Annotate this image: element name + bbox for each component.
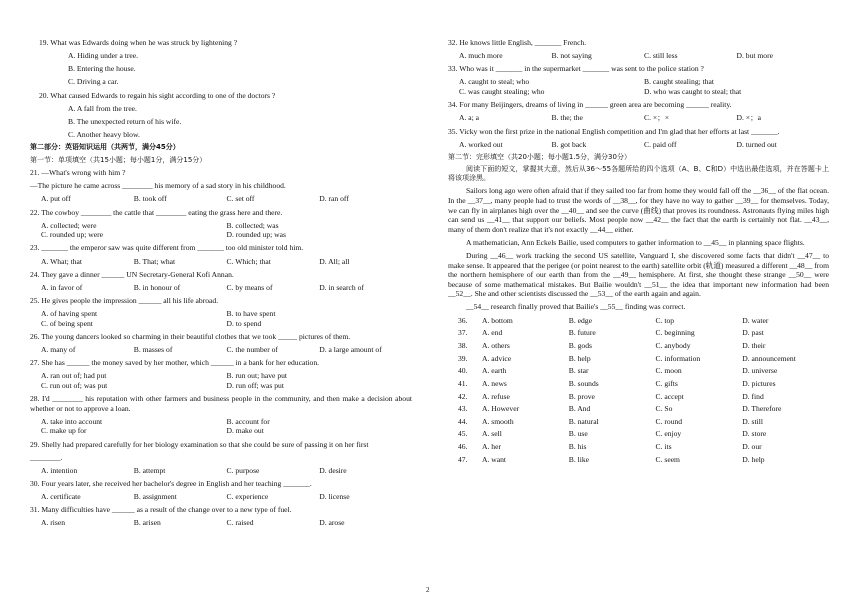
cloze-option: C. gifts [655, 378, 678, 388]
option: B. run out; have put [226, 371, 288, 381]
option-group [30, 466, 412, 476]
option-group [448, 113, 829, 123]
option: A. of having spent [41, 309, 98, 319]
cloze-option: A. her [482, 442, 501, 452]
section-2-instruction: 阅读下面的短文，掌握其大意，然后从36～55各题所给的四个选项（A、B、C和D）中选出最佳选项，并在答题卡上将该项涂黑。 [448, 165, 829, 183]
option: B. assignment [133, 492, 177, 502]
cloze-option: B. sounds [568, 378, 599, 388]
option: D. ran off [319, 194, 349, 204]
cloze-option: B. And [568, 404, 591, 414]
option: A. ran out of; had put [41, 371, 107, 381]
question [30, 208, 412, 240]
option-group [30, 221, 412, 240]
option: D. arose [319, 518, 345, 528]
cloze-option: C. seem [655, 454, 680, 464]
cloze-option: C. top [655, 315, 675, 325]
cloze-option: B. edge [568, 315, 592, 325]
option: B. That; what [133, 256, 176, 266]
question-stem: 24. They gave a dinner ______ UN Secretary-General Kofi Annan. [30, 269, 234, 279]
option: B. The unexpected return of his wife. [68, 116, 182, 126]
option: C. of being spent [41, 318, 93, 328]
cloze-option: D. past [742, 328, 764, 338]
question-20 [30, 91, 412, 140]
question-19 [30, 38, 412, 87]
cloze-option: D. universe [742, 366, 778, 376]
cloze-row [448, 341, 829, 351]
cloze-option: A. news [482, 378, 507, 388]
option-group [30, 345, 412, 355]
cloze-option: B. like [568, 454, 589, 464]
question-stem: 26. The young dancers looked so charming in their beautiful clothes that we took _____ pictures of them. [30, 331, 351, 341]
cloze-option: D. still [742, 416, 763, 426]
option-group [30, 309, 412, 328]
option: D. All; all [319, 256, 350, 266]
cloze-option: A. advice [482, 353, 512, 363]
option: B. collected; was [226, 220, 279, 230]
question-stem: 21. —What's wrong with him ? [30, 168, 126, 178]
option: B. to have spent [226, 309, 276, 319]
cloze-option: C. anybody [655, 340, 691, 350]
question-stem: 23. _______ the emperor saw was quite different from _______ too old minister told him. [30, 243, 304, 253]
cloze-row [448, 429, 829, 439]
cloze-option: A. earth [482, 366, 507, 376]
section-2-title: 第二节：完形填空（共20小题；每小题1.5分，满分30分） [448, 152, 631, 161]
cloze-option: C. its [655, 442, 672, 452]
question-stem: 29. Shelly had prepared carefully for her biology examination so that she could be sure of passing it on her first [30, 439, 369, 449]
option: D. in search of [319, 282, 364, 292]
cloze-number: 47. [458, 454, 468, 464]
option: D. desire [319, 465, 347, 475]
question-stem: 19. What was Edwards doing when he was struck by lightening ? [39, 38, 238, 47]
cloze-number: 40. [458, 366, 468, 376]
option: A. What; that [41, 256, 82, 266]
option: B. attempt [133, 465, 166, 475]
option-group [30, 257, 412, 267]
cloze-option: C. So [655, 404, 673, 414]
cloze-option: A. others [482, 340, 510, 350]
option: C. Another heavy blow. [68, 130, 140, 140]
cloze-option: D. their [742, 340, 766, 350]
cloze-passage [448, 186, 829, 312]
option: C. raised [226, 518, 254, 528]
cloze-row [448, 328, 829, 338]
question-stem: 22. The cowboy ________ the cattle that ________ eating the grass here and there. [30, 207, 283, 217]
question [30, 270, 412, 293]
question [30, 168, 412, 204]
option-group [30, 194, 412, 204]
question-stem: 28. I'd ________ his reputation with other farmers and business people in the community, and then make a decision about whether or not to approve a loan. [30, 394, 412, 413]
option-group [30, 518, 412, 528]
cloze-row [448, 455, 829, 465]
cloze-option: B. help [568, 353, 591, 363]
option: B. masses of [133, 345, 173, 355]
cloze-option: A. want [482, 454, 507, 464]
question-stem: 32. He knows little English, _______ French. [448, 38, 587, 47]
cloze-option: D. water [742, 315, 769, 325]
cloze-option: C. enjoy [655, 429, 682, 439]
option-group [30, 371, 412, 390]
cloze-option: A. refuse [482, 391, 510, 401]
cloze-option: C. information [655, 353, 701, 363]
option: C. run out of; was put [41, 380, 108, 390]
left-column [30, 38, 412, 532]
right-column [448, 38, 829, 467]
cloze-option: D. Therefore [742, 404, 782, 414]
option: C. Which; that [226, 256, 271, 266]
cloze-number: 36. [458, 315, 468, 325]
option: C. still less [644, 51, 678, 61]
question-stem: 27. She has ______ the money saved by her mother, which ______ in a bank for her education. [30, 358, 320, 368]
question [30, 358, 412, 390]
cloze-option: A. smooth [482, 416, 514, 426]
option: A. worked out [459, 139, 503, 149]
option: C. rounded up; were [41, 230, 103, 240]
option: B. caught stealing; that [644, 77, 715, 87]
option: B. Entering the house. [68, 64, 136, 74]
option: B. the; the [551, 113, 583, 123]
cloze-option: B. prove [568, 391, 595, 401]
cloze-row [448, 379, 829, 389]
cloze-option: B. future [568, 328, 596, 338]
option: D. turned out [736, 139, 777, 149]
question [30, 479, 412, 502]
cloze-number: 42. [458, 391, 468, 401]
cloze-option: A. end [482, 328, 503, 338]
cloze-option: C. accept [655, 391, 684, 401]
cloze-row [448, 392, 829, 402]
option: B. account for [226, 416, 270, 426]
option: A. a; a [459, 113, 480, 123]
cloze-option: B. star [568, 366, 589, 376]
cloze-option: D. our [742, 442, 762, 452]
option: A. caught to steal; who [459, 77, 530, 87]
cloze-option-table [448, 316, 829, 465]
cloze-option: C. round [655, 416, 683, 426]
option: A. certificate [41, 492, 81, 502]
cloze-number: 46. [458, 442, 468, 452]
option: D. rounded up; was [226, 230, 286, 240]
question [448, 64, 829, 96]
cloze-row [448, 417, 829, 427]
question [30, 394, 412, 436]
option: C. make up for [41, 426, 87, 436]
passage-paragraph: Sailors long ago were often afraid that if they sailed too far from home they would fall off the __36__ of the flat ocean. In the __37__, many people had to trust the words of __38__, for they have no way to gather __39__ for themselves. Today, we can fly in airplanes high over the __40__ and see the curve (曲线) that proves its roundness. Astronauts flying miles high can send us __41__ that support our beliefs. Most people now __42__ the fact that the earth is certainly not flat. __43__, many of them don't realize that it's not exactly __44__ either. [448, 186, 829, 234]
option-group [448, 77, 829, 96]
option: C. by means of [226, 282, 273, 292]
option: B. in honour of [133, 282, 181, 292]
cloze-option: D. help [742, 454, 765, 464]
option: D. who was caught to steal; that [644, 87, 742, 97]
left-question-list [30, 168, 412, 528]
option-group [30, 417, 412, 436]
right-question-list [448, 38, 829, 149]
cloze-option: A. sell [482, 429, 502, 439]
cloze-row [448, 366, 829, 376]
option: A. put off [41, 194, 71, 204]
cloze-row [448, 316, 829, 326]
option: D. to spend [226, 318, 262, 328]
option: C. ×；× [644, 113, 670, 123]
question [30, 440, 412, 476]
option: C. experience [226, 492, 269, 502]
option: A. many of [41, 345, 76, 355]
option: B. not saying [551, 51, 592, 61]
question-stem: ________. [30, 452, 63, 462]
cloze-row [448, 354, 829, 364]
option: C. Driving a car. [68, 77, 119, 87]
option: A. Hiding under a tree. [68, 51, 139, 61]
option: C. paid off [644, 139, 677, 149]
option: A. in favor of [41, 282, 83, 292]
cloze-option: C. beginning [655, 328, 695, 338]
question [448, 38, 829, 61]
question-stem: 30. Four years later, she received her bachelor's degree in English and her teaching _______. [30, 479, 312, 488]
option: D. but more [736, 51, 773, 61]
option: A. take into account [41, 416, 103, 426]
cloze-option: B. gods [568, 340, 592, 350]
option: B. got back [551, 139, 587, 149]
option: C. purpose [226, 465, 260, 475]
question-stem: 33. Who was it _______ in the supermarket _______ was sent to the police station ? [448, 64, 704, 74]
cloze-option: A. bottom [482, 315, 513, 325]
page-number: 2 [426, 586, 430, 594]
option: D. make out [226, 426, 264, 436]
question [30, 296, 412, 328]
option: C. set off [226, 194, 255, 204]
option: A. A fall from the tree. [68, 103, 137, 113]
option: B. arisen [133, 518, 161, 528]
cloze-number: 43. [458, 404, 468, 414]
question-stem: 20. What caused Edwards to regain his sight according to one of the doctors ? [39, 90, 276, 100]
option: A. intention [41, 465, 78, 475]
cloze-option: D. store [742, 429, 767, 439]
question [30, 505, 412, 528]
cloze-number: 38. [458, 340, 468, 350]
cloze-option: A. However [482, 404, 520, 414]
question-stem: 35. Vicky won the first prize in the national English competition and I'm glad that her efforts at last _______. [448, 126, 780, 136]
cloze-number: 41. [458, 378, 468, 388]
cloze-number: 37. [458, 328, 468, 338]
option: D. a large amount of [319, 345, 382, 355]
passage-paragraph: During __46__ work tracking the second US satellite, Vanguard I, she discovered some facts that didn't __47__ to make sense. It appeared that the perigee (or point nearest to the earth) satellite orbit (轨道) measured a different __48__ from the northern hemisphere of our earth than from the __49__ hemisphere. At first, she thought these strange __50__ were because of some mathematical mistakes. But Bailie wouldn't __51__ the idea that important new information had been __52__. She and other scientists discussed the __53__ of the earth again and again. [448, 251, 829, 299]
option-group [30, 492, 412, 502]
option: D. run off; was put [226, 380, 284, 390]
section-1-title: 第一节：单项填空（共15小题；每小题1分，满分15分） [30, 155, 207, 164]
cloze-option: D. announcement [742, 353, 796, 363]
passage-paragraph: __54__ research finally proved that Bailie's __55__ finding was correct. [466, 302, 686, 312]
question-stem: 34. For many Beijingers, dreams of living in ______ green area are becoming ______ reality. [448, 100, 732, 110]
option: A. collected; were [41, 220, 97, 230]
question-stem: —The picture he came across ________ his memory of a sad story in his childhood. [30, 181, 286, 191]
option-group [448, 140, 829, 150]
question [30, 332, 412, 355]
cloze-option: C. moon [655, 366, 682, 376]
cloze-number: 44. [458, 416, 468, 426]
question-stem: 25. He gives people the impression ______ all his life abroad. [30, 296, 219, 306]
cloze-option: B. his [568, 442, 587, 452]
option: C. the number of [226, 345, 278, 355]
option: D. license [319, 492, 350, 502]
cloze-number: 45. [458, 429, 468, 439]
option-group [30, 283, 412, 293]
question [448, 127, 829, 150]
cloze-option: D. pictures [742, 378, 776, 388]
cloze-number: 39. [458, 353, 468, 363]
cloze-option: D. find [742, 391, 764, 401]
cloze-row [448, 442, 829, 452]
option: D. ×；a [736, 113, 762, 123]
passage-paragraph: A mathematician, Ann Eckels Bailie, used computers to gather information to __45__ in planning space flights. [466, 237, 805, 247]
part-2-title: 第二部分：英语知识运用（共两节，满分45分） [30, 143, 180, 152]
option: B. took off [133, 194, 167, 204]
question-stem: 31. Many difficulties have ______ as a result of the change over to a new type of fuel. [30, 505, 292, 515]
option: A. much more [459, 51, 503, 61]
cloze-row [448, 404, 829, 414]
option: A. risen [41, 518, 66, 528]
option-group [448, 51, 829, 61]
cloze-option: B. use [568, 429, 588, 439]
question [448, 100, 829, 123]
cloze-option: B. natural [568, 416, 599, 426]
question [30, 243, 412, 266]
option: C. was caught stealing; who [459, 87, 545, 97]
